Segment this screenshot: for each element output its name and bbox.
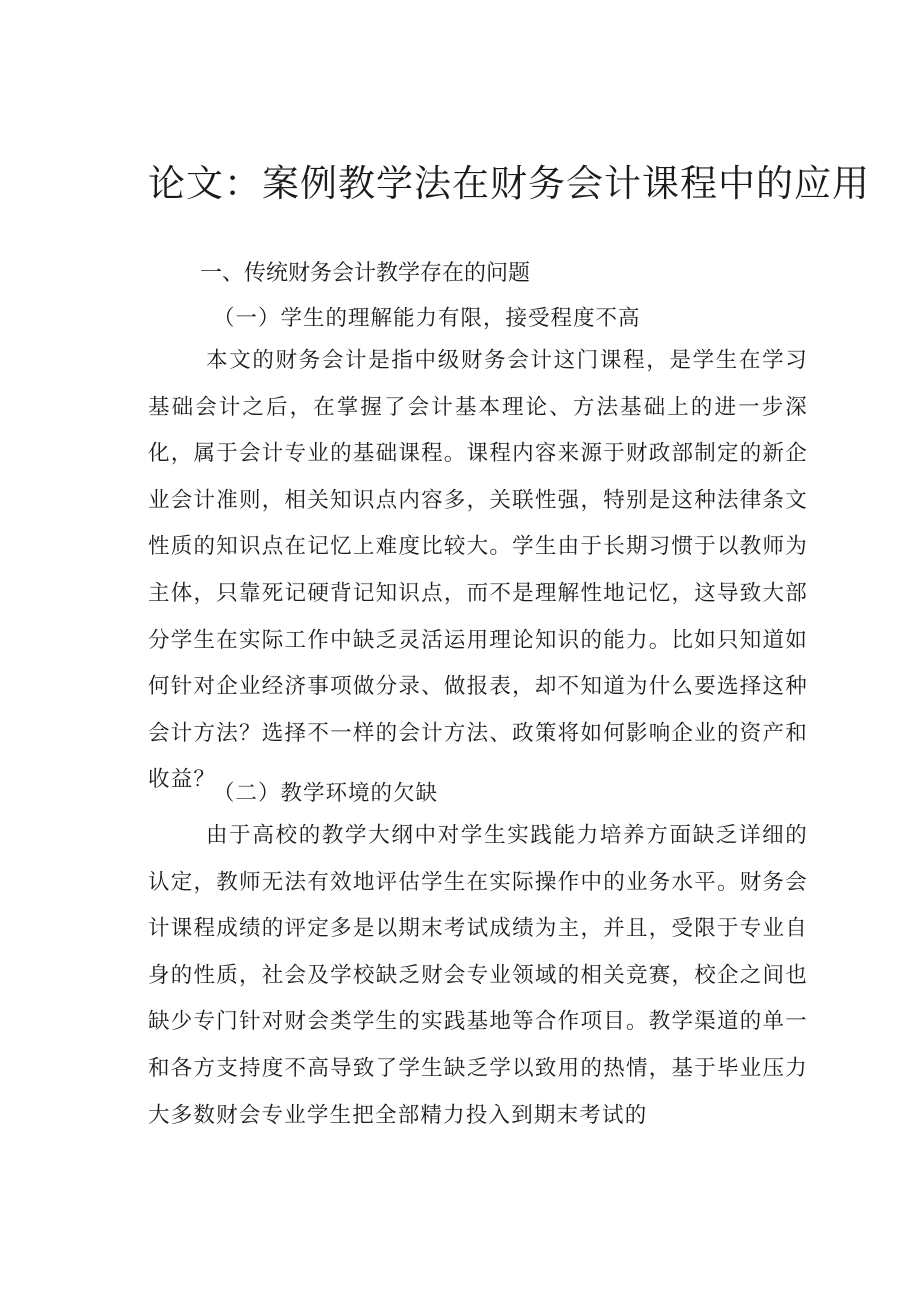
subsection-heading-1: （一）学生的理解能力有限，接受程度不高 <box>213 306 641 331</box>
section-heading: 一、传统财务会计教学存在的问题 <box>200 261 531 286</box>
subsection-heading-2: （二）教学环境的欠缺 <box>213 781 439 806</box>
document-title: 论文：案例教学法在财务会计课程中的应用 <box>148 162 870 205</box>
paragraph-2: 由于高校的教学大纲中对学生实践能力培养方面缺乏详细的认定，教师无法有效地评估学生在实际操作中的业务水平。财务会计课程成绩的评定多是以期末考试成绩为主，并且，受限于专业自身的性质，社会及学校缺乏财会专业领域的相关竞赛，校企之间也缺少专门针对财会类学生的实践基地等合作项目。教学渠道的单一和各方支持度不高导致了学生缺乏学以致用的热情，基于毕业压力大多数财会专业学生把全部精力投入到期末考试的 <box>148 823 808 1128</box>
paragraph-1: 本文的财务会计是指中级财务会计这门课程，是学生在学习基础会计之后，在掌握了会计基本理论、方法基础上的进一步深化，属于会计专业的基础课程。课程内容来源于财政部制定的新企业会计准则，相关知识点内容多，关联性强，特别是这种法律条文性质的知识点在记忆上难度比较大。学生由于长期习惯于以教师为主体，只靠死记硬背记知识点，而不是理解性地记忆，这导致大部分学生在实际工作中缺乏灵活运用理论知识的能力。比如只知道如何针对企业经济事项做分录、做报表，却不知道为什么要选择这种会计方法？选择不一样的会计方法、政策将如何影响企业的资产和收益？ <box>148 348 808 793</box>
